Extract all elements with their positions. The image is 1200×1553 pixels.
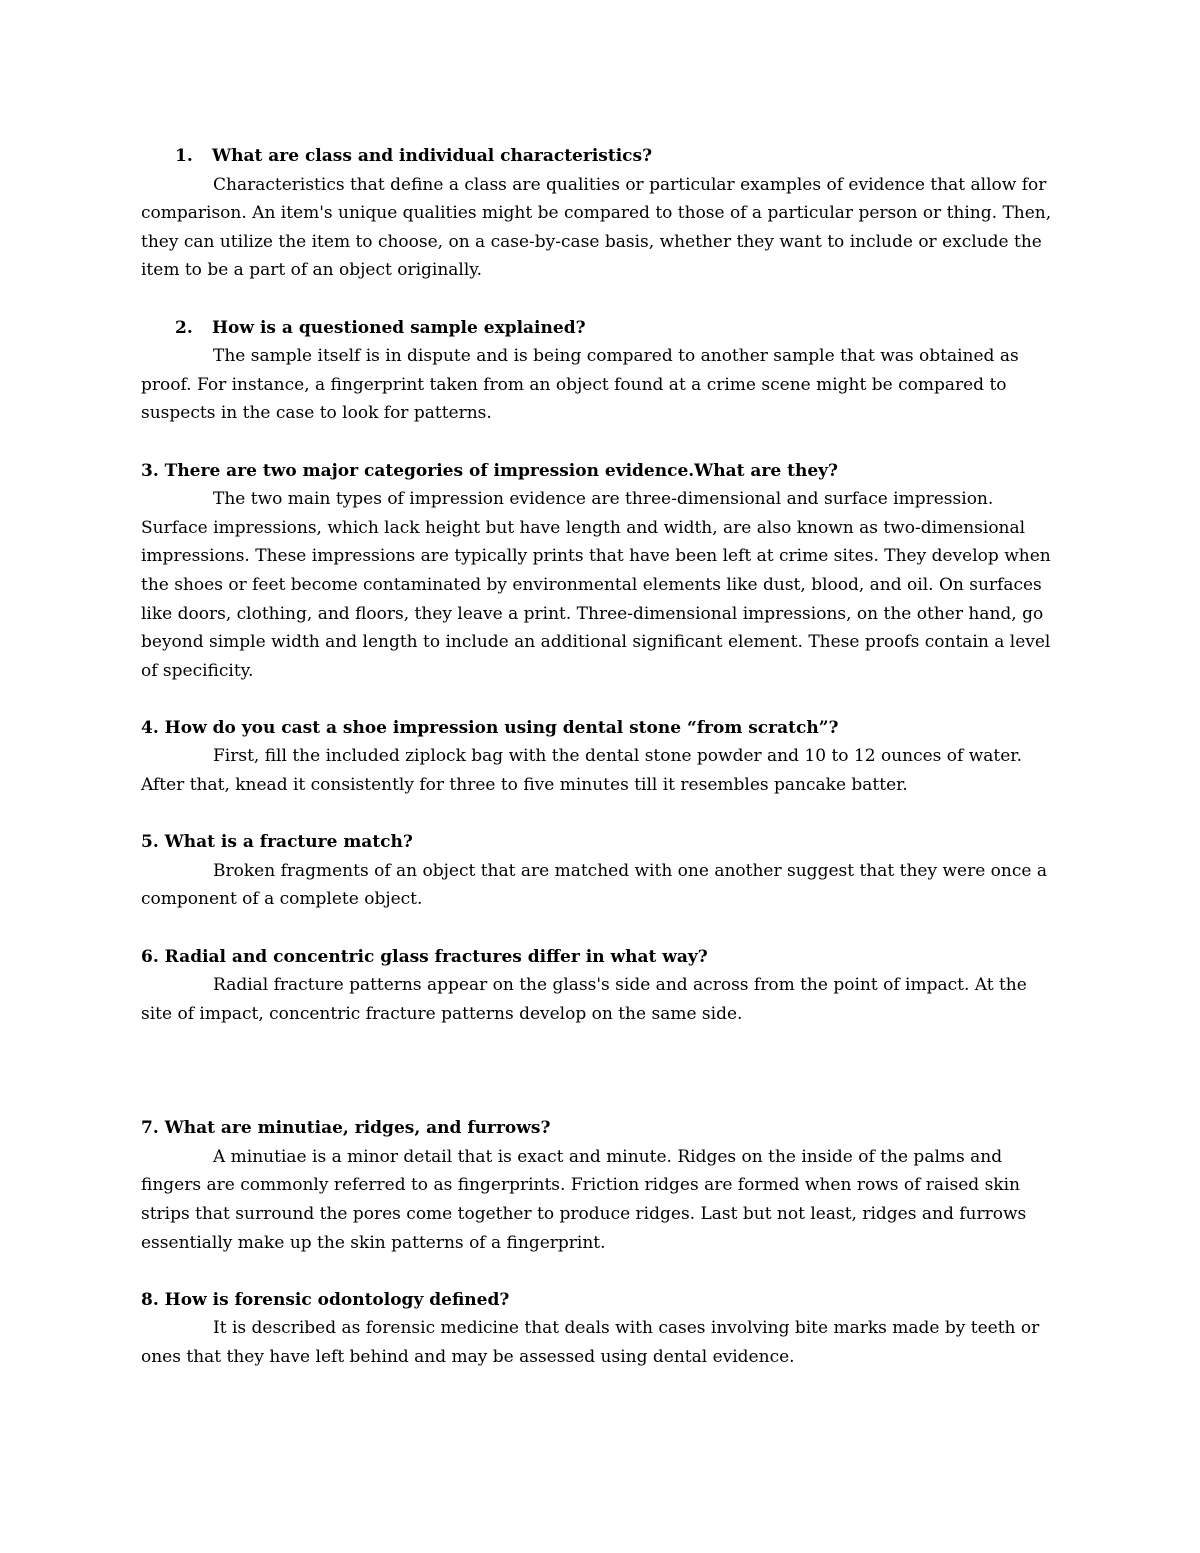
- question-heading: 7. What are minutiae, ridges, and furrows?: [141, 1118, 551, 1139]
- answer-text: A minutiae is a minor detail that is exact and minute. Ridges on the inside of the palms and fingers are commonly referred to as fingerprints. Friction ridges are formed when rows of raised skin strips that surround the pores come together to produce ridges. Last but not least, ridges and furrows essentially make up the skin patterns of a fingerprint.: [141, 1146, 1027, 1253]
- answer-text: Broken fragments of an object that are matched with one another suggest that they were once a component of a complete object.: [141, 860, 1047, 910]
- answer-text: Characteristics that define a class are qualities or particular examples of evidence that allow for comparison. An item's unique qualities might be compared to those of a particular person or thing. Then, they can utilize the item to choose, on a case-by-case basis, whether they want to include or exclude the item to be a part of an object originally.: [141, 174, 1052, 281]
- question-heading: 3. There are two major categories of impression evidence.What are they?: [141, 460, 838, 481]
- qa-item-5: [141, 828, 1059, 914]
- spacer: [141, 285, 1059, 314]
- question-text: How is a questioned sample explained?: [212, 317, 586, 338]
- answer-text: It is described as forensic medicine that deals with cases involving bite marks made by teeth or ones that they have left behind and may be assessed using dental evidence.: [141, 1318, 1040, 1367]
- qa-item-4: [141, 714, 1059, 800]
- spacer: [141, 428, 1059, 457]
- qa-item-1: [141, 142, 1059, 285]
- question-heading: [141, 142, 1059, 171]
- question-text: What are class and individual characteristics?: [212, 146, 653, 166]
- answer-text: The sample itself is in dispute and is being compared to another sample that was obtained as proof. For instance, a fingerprint taken from an object found at a crime scene might be compared to suspects in the case to look for patterns.: [141, 346, 1019, 424]
- answer-text: Radial fracture patterns appear on the glass's side and across from the point of impact. At the site of impact, concentric fracture patterns develop on the same side.: [141, 975, 1027, 1024]
- spacer: [141, 914, 1059, 943]
- question-number: 2.: [175, 317, 193, 338]
- question-heading: 5. What is a fracture match?: [141, 832, 413, 853]
- qa-item-8: [141, 1286, 1059, 1372]
- spacer: [141, 1028, 1059, 1114]
- question-heading: 8. How is forensic odontology defined?: [141, 1289, 510, 1310]
- question-number: 1.: [175, 146, 193, 166]
- qa-item-7: [141, 1114, 1059, 1257]
- document-body: [141, 142, 1059, 1372]
- question-heading: [141, 314, 1059, 343]
- question-heading: 4. How do you cast a shoe impression using dental stone “from scratch”?: [141, 717, 839, 738]
- answer-text: The two main types of impression evidence are three-dimensional and surface impression. Surface impressions, which lack height but have length and width, are also known as two-dimensional impressions. These impressions are typically prints that have been left at crime sites. They develop when the shoes or feet become contaminated by environmental elements like dust, blood, and oil. On surfaces like doors, clothing, and floors, they leave a print. Three-dimensional impressions, on the other hand, go beyond simple width and length to include an additional significant element. These proofs contain a level of specificity.: [141, 489, 1051, 681]
- qa-item-3: [141, 457, 1059, 686]
- spacer: [141, 685, 1059, 714]
- qa-item-6: [141, 943, 1059, 1029]
- spacer: [141, 800, 1059, 829]
- spacer: [141, 1257, 1059, 1286]
- answer-text: First, fill the included ziplock bag with the dental stone powder and 10 to 12 ounces of water. After that, knead it consistently for three to five minutes till it resembles pancake batter.: [141, 746, 1022, 796]
- question-heading: 6. Radial and concentric glass fractures differ in what way?: [141, 946, 708, 967]
- qa-item-2: [141, 314, 1059, 428]
